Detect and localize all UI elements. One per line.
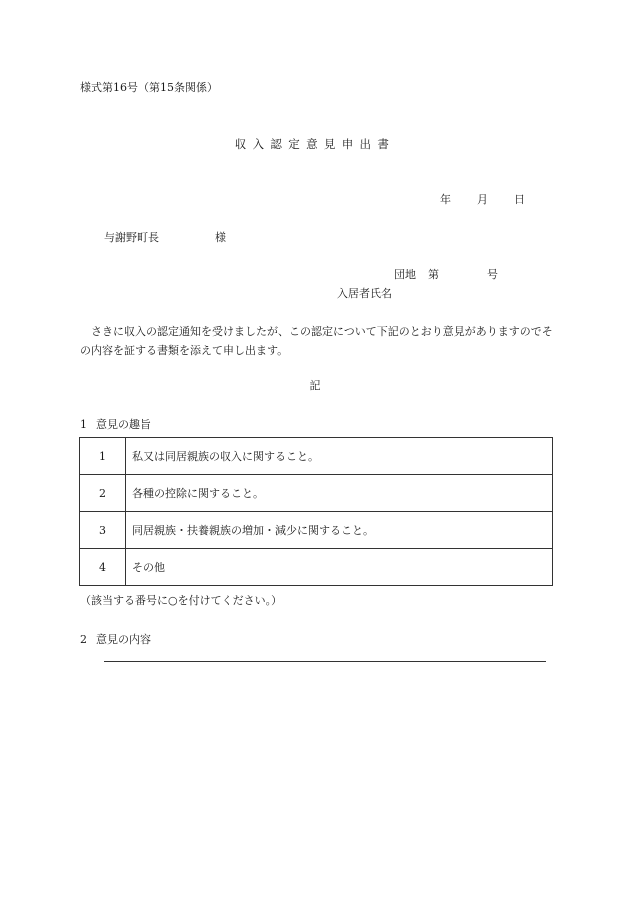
option-text: 同居親族・扶養親族の増加・減少に関すること。 bbox=[126, 512, 553, 549]
date-day: 日 bbox=[514, 193, 525, 206]
resident-name-label: 入居者氏名 bbox=[337, 287, 392, 300]
option-number: 1 bbox=[80, 438, 126, 475]
table-note: （該当する番号に○を付けてください。） bbox=[80, 594, 283, 607]
danchi-label: 団地 bbox=[394, 268, 416, 281]
section2-heading bbox=[80, 633, 151, 647]
addressee-name: 与謝野町長 bbox=[104, 231, 159, 244]
danchi-line bbox=[394, 268, 498, 282]
gou-label: 号 bbox=[487, 268, 498, 281]
addressee-honorific: 様 bbox=[215, 231, 226, 244]
section1-title: 意見の趣旨 bbox=[96, 418, 151, 431]
option-number: 2 bbox=[80, 475, 126, 512]
section1-number: 1 bbox=[80, 418, 87, 431]
option-number: 4 bbox=[80, 549, 126, 586]
table-row[interactable] bbox=[80, 475, 553, 512]
option-text: その他 bbox=[126, 549, 553, 586]
document-title: 収入認定意見申出書 bbox=[234, 137, 396, 151]
section2-title: 意見の内容 bbox=[96, 633, 151, 646]
ki-label: 記 bbox=[309, 379, 321, 392]
option-number: 3 bbox=[80, 512, 126, 549]
date-line bbox=[440, 193, 525, 207]
table-row[interactable] bbox=[80, 512, 553, 549]
opinion-content-line[interactable] bbox=[104, 661, 546, 662]
date-year: 年 bbox=[440, 193, 451, 206]
date-month: 月 bbox=[477, 193, 488, 206]
options-table bbox=[79, 437, 553, 586]
option-text: 各種の控除に関すること。 bbox=[126, 475, 553, 512]
option-text: 私又は同居親族の収入に関すること。 bbox=[126, 438, 553, 475]
dai-label: 第 bbox=[428, 268, 439, 281]
body-text: さきに収入の認定通知を受けましたが、この認定について下記のとおり意見がありますのでその内容を証する書類を添えて申し出ます。 bbox=[80, 325, 553, 357]
form-number: 様式第16号（第15条関係） bbox=[80, 81, 218, 94]
section1-heading bbox=[80, 418, 151, 432]
table-row[interactable] bbox=[80, 549, 553, 586]
table-row[interactable] bbox=[80, 438, 553, 475]
section2-number: 2 bbox=[80, 633, 87, 646]
addressee bbox=[104, 231, 226, 245]
